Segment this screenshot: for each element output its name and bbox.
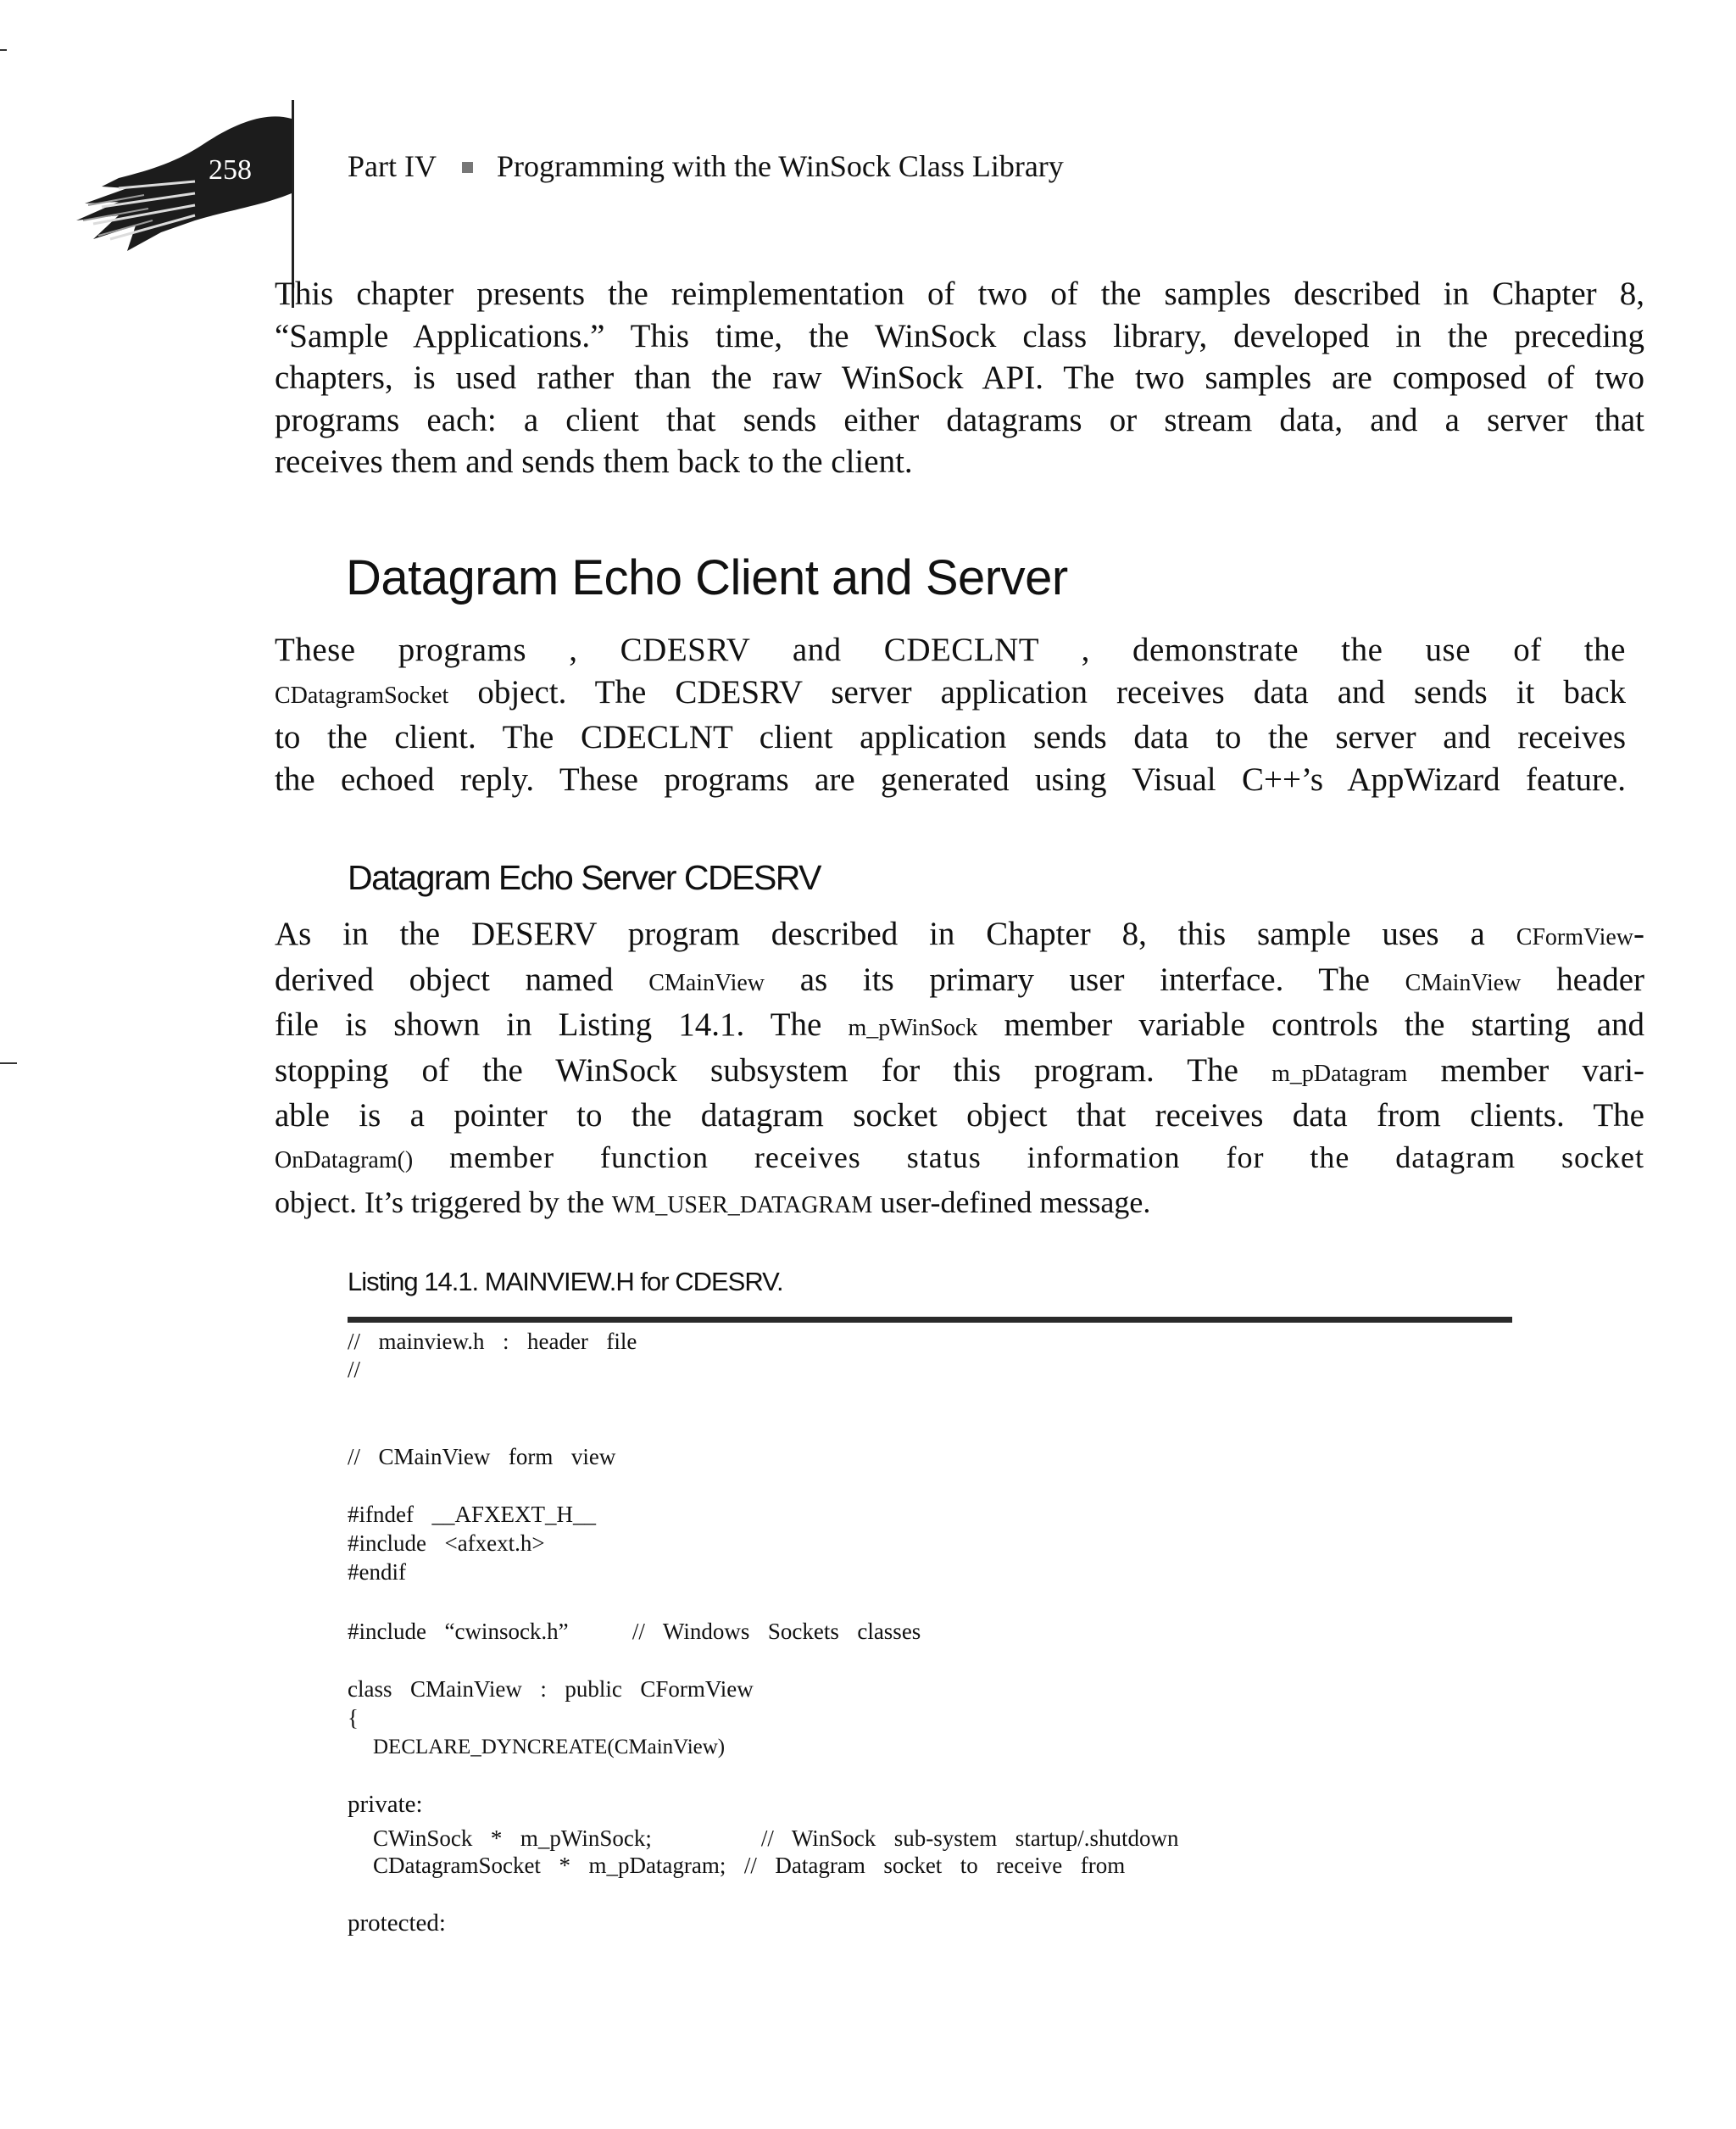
inline-code: CDatagramSocket bbox=[275, 682, 449, 709]
text-line bbox=[275, 1004, 1644, 1050]
text-line bbox=[275, 959, 1644, 1005]
text-line: the echoed reply. These programs are generated using Visual C++’s AppWizard feature. bbox=[275, 761, 1626, 798]
section-heading: Datagram Echo Client and Server bbox=[346, 550, 1068, 605]
code-line: #include “cwinsock.h” // Windows Sockets classes bbox=[348, 1619, 921, 1644]
text-line: to the client. The CDECLNT client application sends data to the server and receives bbox=[275, 719, 1626, 756]
text-run: stopping of the WinSock subsystem for this program. The bbox=[275, 1051, 1238, 1089]
margin-mark bbox=[0, 49, 7, 51]
text-run: header bbox=[1556, 961, 1644, 998]
inline-code: OnDatagram() bbox=[275, 1146, 414, 1173]
code-line: #include <afxext.h> bbox=[348, 1530, 545, 1556]
code-line: CDatagramSocket * m_pDatagram; // Datagram socket to receive from bbox=[373, 1853, 1126, 1878]
text-line bbox=[275, 1050, 1644, 1095]
inline-code: CMainView bbox=[648, 969, 765, 996]
listing-rule bbox=[348, 1317, 1512, 1323]
text-line: programs each: a client that sends either datagrams or stream data, and a server that bbox=[275, 401, 1644, 438]
text-line: able is a pointer to the datagram socket object that receives data from clients. The bbox=[275, 1097, 1644, 1134]
listing-caption: Listing 14.1. MAINVIEW.H for CDESRV. bbox=[348, 1267, 783, 1296]
part-title: Programming with the WinSock Class Library bbox=[496, 149, 1064, 183]
text-run: - bbox=[1633, 916, 1645, 952]
text-line bbox=[275, 913, 1644, 959]
text-run: as its primary user interface. The bbox=[799, 961, 1370, 998]
text-run: derived object named bbox=[275, 961, 614, 998]
text-line: This chapter presents the reimplementation of two of the samples described in Chapter 8, bbox=[275, 276, 1644, 312]
code-line: // CMainView form view bbox=[348, 1444, 616, 1469]
code-line: { bbox=[348, 1705, 359, 1731]
flag-icon bbox=[68, 93, 322, 297]
text-run: member function receives status information for the datagram socket bbox=[449, 1140, 1645, 1174]
inline-code: WM_USER_DATAGRAM bbox=[611, 1191, 873, 1218]
code-line: // mainview.h : header file bbox=[348, 1329, 637, 1354]
subsection-heading: Datagram Echo Server CDESRV bbox=[348, 858, 821, 897]
inline-code: m_pDatagram bbox=[1271, 1060, 1408, 1087]
text-run: member variable controls the starting and bbox=[1004, 1006, 1645, 1044]
part-label: Part IV bbox=[348, 149, 437, 183]
text-line bbox=[275, 672, 1626, 717]
inline-code: CFormView bbox=[1516, 924, 1634, 950]
text-line: “Sample Applications.” This time, the WinSock class library, developed in the preceding bbox=[275, 317, 1644, 354]
text-line: chapters, is used rather than the raw WinSock API. The two samples are composed of two bbox=[275, 359, 1644, 397]
text-run: member vari- bbox=[1440, 1051, 1645, 1089]
page-number: 258 bbox=[209, 154, 252, 186]
intro-paragraph bbox=[275, 273, 1644, 483]
running-head bbox=[348, 148, 1064, 184]
inline-code: CMainView bbox=[1405, 969, 1522, 996]
code-line: #ifndef __AFXEXT_H__ bbox=[348, 1502, 596, 1527]
code-line: protected: bbox=[348, 1909, 446, 1937]
text-run: object. The CDESRV server application receives data and sends it back bbox=[477, 673, 1627, 711]
code-line: class CMainView : public CFormView bbox=[348, 1676, 754, 1702]
text-run: file is shown in Listing 14.1. The bbox=[275, 1006, 822, 1044]
code-line: DECLARE_DYNCREATE(CMainView) bbox=[373, 1736, 726, 1758]
code-line: #endif bbox=[348, 1559, 406, 1585]
code-line: CWinSock * m_pWinSock; // WinSock sub-system startup/.shutdown bbox=[373, 1825, 1179, 1851]
text-line: These programs , CDESRV and CDECLNT , demonstrate the use of the bbox=[275, 632, 1626, 668]
inline-code: m_pWinSock bbox=[848, 1015, 978, 1042]
text-line: receives them and sends them back to the client. bbox=[275, 443, 913, 481]
text-line bbox=[275, 1137, 1644, 1182]
section-paragraph bbox=[275, 629, 1626, 800]
code-line: // bbox=[348, 1357, 361, 1382]
margin-mark bbox=[0, 1062, 17, 1064]
text-run: user-defined message. bbox=[880, 1184, 1151, 1219]
text-run: As in the DESERV program described in Chapter 8, this sample uses a bbox=[275, 916, 1485, 952]
subsection-paragraph bbox=[275, 913, 1644, 1226]
text-run: object. It’s triggered by the bbox=[275, 1184, 604, 1219]
code-line: private: bbox=[348, 1791, 423, 1818]
text-line bbox=[275, 1182, 1644, 1227]
separator-square-icon bbox=[462, 162, 473, 173]
